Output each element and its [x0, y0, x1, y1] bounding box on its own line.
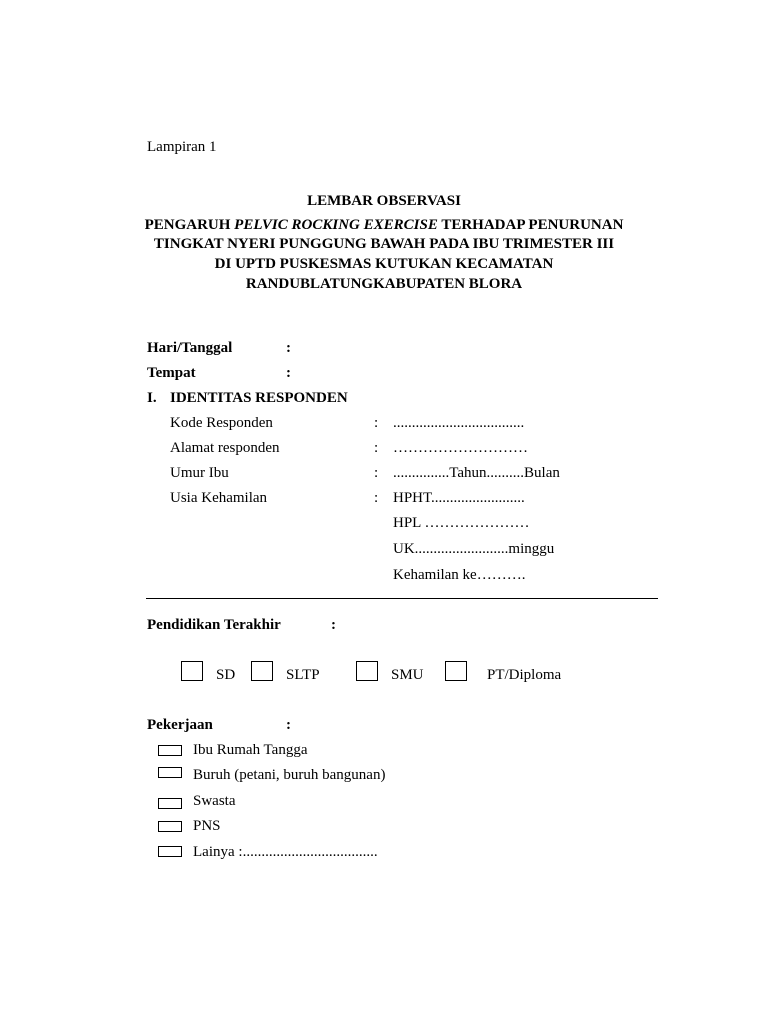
kode-responden-value[interactable]: ................................... [393, 415, 525, 431]
hpht-value[interactable]: HPHT......................... [393, 490, 525, 506]
sd-label: SD [216, 667, 236, 683]
kode-responden-colon: : [374, 415, 379, 431]
ibu-rumah-tangga-checkbox[interactable] [158, 745, 182, 756]
sltp-label: SLTP [286, 667, 320, 683]
usia-kehamilan-colon: : [374, 490, 379, 506]
section-number: I. [147, 390, 157, 406]
hpl-value[interactable]: HPL ………………… [393, 515, 530, 531]
kehamilan-ke-value[interactable]: Kehamilan ke………. [393, 567, 526, 583]
pekerjaan-colon: : [286, 717, 291, 733]
pendidikan-label: Pendidikan Terakhir [147, 617, 281, 633]
title-line-4: RANDUBLATUNGKABUPATEN BLORA [245, 276, 523, 292]
pt-diploma-checkbox[interactable] [445, 661, 467, 681]
umur-ibu-value[interactable]: ...............Tahun..........Bulan [393, 465, 560, 481]
hari-tanggal-colon: : [286, 340, 291, 356]
kode-responden-label: Kode Responden [170, 415, 273, 431]
title-line-1 [0, 218, 768, 233]
umur-ibu-label: Umur Ibu [170, 465, 229, 481]
pekerjaan-label: Pekerjaan [147, 717, 213, 733]
lainya-checkbox[interactable] [158, 846, 182, 857]
pns-label: PNS [193, 818, 221, 834]
pendidikan-colon: : [331, 617, 336, 633]
section-divider [146, 598, 658, 599]
alamat-responden-colon: : [374, 440, 379, 456]
title-line-1-italic: PELVIC ROCKING EXERCISE [234, 217, 438, 233]
pt-diploma-label: PT/Diploma [487, 667, 562, 683]
tempat-label: Tempat [147, 365, 196, 381]
title-line-1-post: TERHADAP PENURUNAN [437, 217, 624, 233]
sltp-checkbox[interactable] [251, 661, 273, 681]
section-heading: IDENTITAS RESPONDEN [170, 390, 348, 406]
hari-tanggal-label: Hari/Tanggal [147, 340, 233, 356]
pns-checkbox[interactable] [158, 821, 182, 832]
swasta-checkbox[interactable] [158, 798, 182, 809]
alamat-responden-label: Alamat responden [170, 440, 280, 456]
title-line-3: DI UPTD PUSKESMAS KUTUKAN KECAMATAN [214, 256, 554, 272]
swasta-label: Swasta [193, 793, 236, 809]
buruh-label: Buruh (petani, buruh bangunan) [193, 767, 386, 783]
smu-checkbox[interactable] [356, 661, 378, 681]
ibu-rumah-tangga-label: Ibu Rumah Tangga [193, 742, 308, 758]
title-line-1-pre: PENGARUH [144, 217, 235, 233]
alamat-responden-value[interactable]: ……………………… [393, 440, 528, 456]
tempat-colon: : [286, 365, 291, 381]
uk-value[interactable]: UK.........................minggu [393, 541, 555, 557]
lainya-label[interactable]: Lainya :.................................... [193, 844, 378, 860]
document-title: LEMBAR OBSERVASI [307, 193, 461, 209]
appendix-label: Lampiran 1 [147, 139, 217, 155]
buruh-checkbox[interactable] [158, 767, 182, 778]
title-line-2: TINGKAT NYERI PUNGGUNG BAWAH PADA IBU TRIMESTER III [153, 236, 615, 252]
sd-checkbox[interactable] [181, 661, 203, 681]
usia-kehamilan-label: Usia Kehamilan [170, 490, 268, 506]
smu-label: SMU [391, 667, 424, 683]
umur-ibu-colon: : [374, 465, 379, 481]
